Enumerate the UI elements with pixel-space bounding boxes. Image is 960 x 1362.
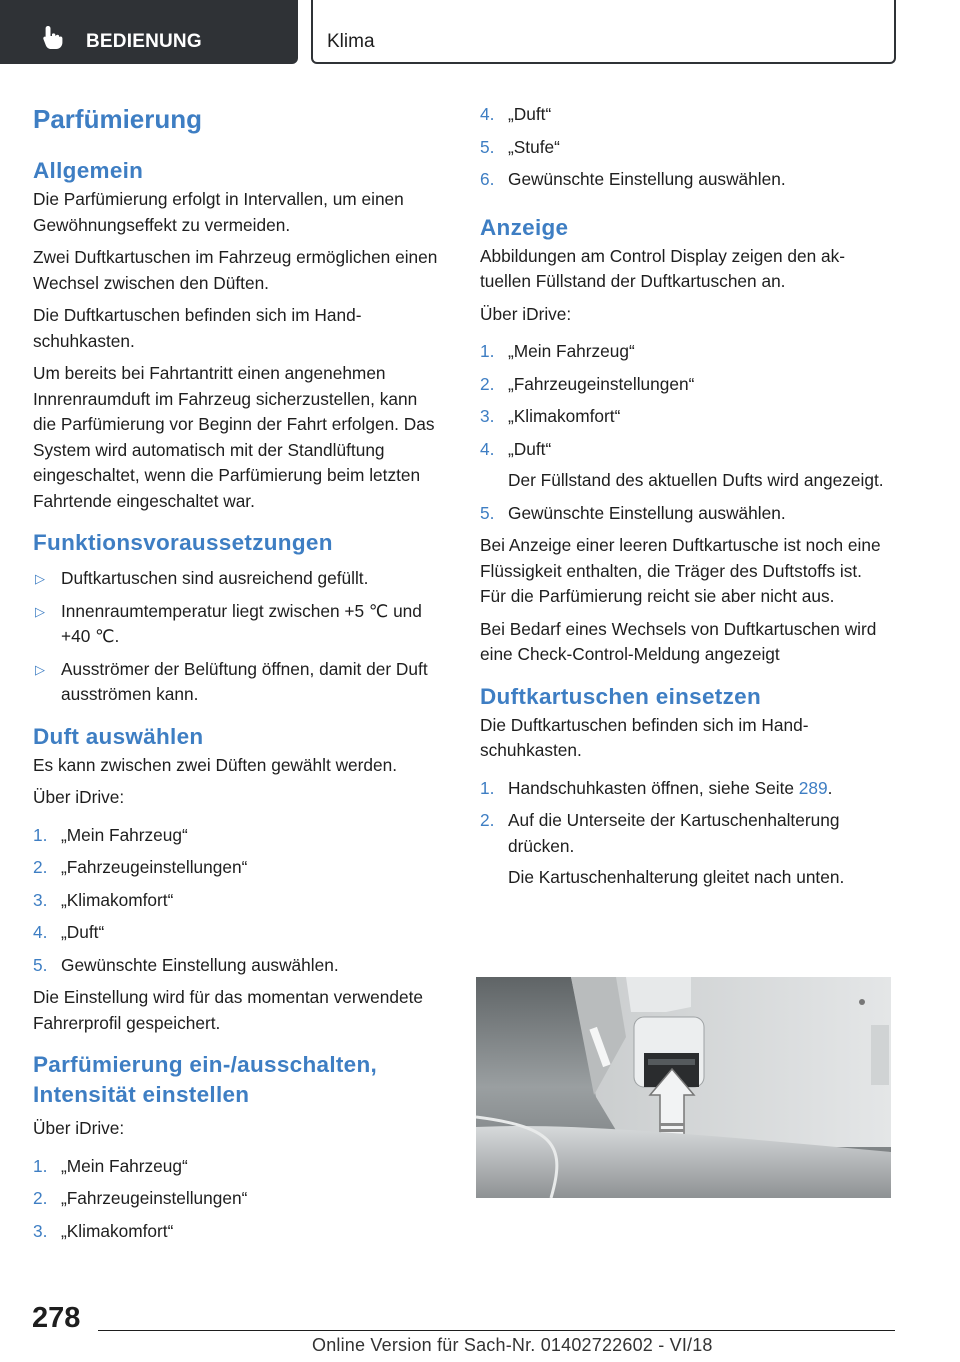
bullet-list [33, 566, 443, 708]
list-item: 1. „Mein Fahrzeug“ [33, 1155, 188, 1176]
list-item: 6. Gewünschte Einstellung auswählen. [480, 169, 786, 189]
list-item: 5. Gewünschte Einstellung auswählen. [480, 502, 786, 523]
page-title: Parfümierung [33, 104, 203, 134]
section-funktionsvoraussetzungen [33, 528, 443, 708]
list-item: 5. „Stufe“ [480, 136, 560, 157]
heading-einsetzen: Duftkartuschen einsetzen [480, 683, 762, 709]
section-duftkartuschen-einsetzen [480, 682, 890, 891]
list-item: 2. „Fahrzeugeinstellungen“ [33, 857, 248, 877]
left-column [33, 102, 443, 1258]
right-column [480, 102, 890, 905]
list-item: 1. „Mein Fahrzeug“ [33, 824, 188, 845]
section-duft-auswaehlen [33, 722, 443, 1037]
heading-ein-ausschalten: Parfümierung ein-/ausschalten, Intensität einstellen [33, 1052, 378, 1107]
triangle-bullet-icon: ▷ [35, 571, 45, 586]
online-version-text: Online Version für Sach-Nr. 01402722602 - VI/18 [312, 1335, 713, 1355]
footer-divider [98, 1330, 895, 1331]
list-item: ▷ Ausströmer der Belüftung öffnen, damit der Duft ausströmen kann. [35, 658, 428, 704]
list-item: 3. „Klimakomfort“ [480, 406, 621, 426]
section-anzeige [480, 213, 890, 668]
paragraph: Die Duftkartuschen befinden sich im Handschuhkasten. [480, 714, 809, 760]
list-item: 4. „Duft“ Der Füllstand des aktuellen Dufts wird angezeigt. [480, 438, 884, 490]
list-item: 2. Auf die Unterseite der Kartuschenhalterung drücken. Die Kartuschenhalterung gleitet nach unten. [480, 810, 845, 887]
glovebox-illustration [476, 977, 891, 1198]
triangle-bullet-icon: ▷ [35, 661, 45, 677]
hand-pointer-icon [40, 24, 68, 50]
glovebox-photo-image [476, 977, 891, 1198]
page-link[interactable]: 289 [798, 777, 828, 798]
paragraph: Über iDrive: [33, 1118, 125, 1138]
paragraph: Über iDrive: [33, 787, 125, 807]
list-item: 3. „Klimakomfort“ [33, 889, 174, 910]
list-item: 1. „Mein Fahrzeug“ [480, 341, 635, 361]
paragraph: Die Duftkartuschen befinden sich im Handschuhkasten. [33, 305, 362, 351]
chapter-tab [311, 0, 896, 64]
list-item: 1. Handschuhkasten öffnen, siehe Seite 289. [480, 777, 833, 798]
step-list [33, 1154, 443, 1245]
step-list [480, 776, 890, 891]
list-item: ▷ Innenraumtemperatur liegt zwischen +5 ℃ und +40 ℃. [35, 600, 422, 646]
triangle-bullet-icon: ▷ [35, 603, 45, 619]
chapter-label: Klima [327, 31, 375, 52]
list-item: 2. „Fahrzeugeinstellungen“ [33, 1188, 248, 1208]
paragraph: Die Einstellung wird für das momentan verwendete Fahrerprofil gespeichert. [33, 987, 423, 1033]
paragraph: Über iDrive: [480, 303, 572, 324]
step-list [480, 339, 890, 526]
paragraph: Bei Bedarf eines Wechsels von Duftkartuschen wird eine Check-Control-Meldung angezeigt [480, 618, 877, 664]
section-ein-ausschalten [33, 1050, 443, 1244]
heading-allgemein: Allgemein [33, 158, 144, 183]
step-list [33, 823, 443, 979]
list-item: 2. „Fahrzeugeinstellungen“ [480, 373, 695, 394]
section-allgemein [33, 156, 443, 514]
section-label: BEDIENUNG [86, 31, 202, 52]
list-item: 3. „Klimakomfort“ [33, 1220, 174, 1241]
paragraph: Um bereits bei Fahrtantritt einen angenehmen Innrenraumduft im Fahrzeug sicherzustellen, kann die Parfümierung vor Beginn der Fahrt erfolgen. Das System wird automatisch mit der Standlüftung eingeschaltet, wenn die Parfümierung beim letzten Fahrtende eingeschaltet war. [33, 363, 435, 511]
heading-duft-auswaehlen: Duft auswählen [33, 723, 204, 749]
paragraph: Die Parfümierung erfolgt in Intervallen, um einen Gewöhnungseffekt zu vermeiden. [33, 189, 404, 235]
heading-anzeige: Anzeige [480, 214, 569, 240]
paragraph: Abbildungen am Control Display zeigen den aktuellen Füllstand der Duftkartuschen an. [480, 245, 846, 291]
section-tab [0, 0, 298, 64]
list-item: 4. „Duft“ [33, 922, 105, 942]
list-item: 4. „Duft“ [480, 104, 552, 124]
paragraph: Zwei Duftkartuschen im Fahrzeug ermöglichen einen Wechsel zwischen den Düften. [33, 247, 438, 293]
page-number: 278 [32, 1302, 81, 1334]
paragraph: Bei Anzeige einer leeren Duftkartusche ist noch eine Flüssigkeit enthalten, die Träger des Duftstoffs ist. Für die Parfümierung reicht sie aber nicht aus. [480, 535, 881, 606]
step-list [480, 102, 890, 193]
list-item: 5. Gewünschte Einstellung auswählen. [33, 954, 339, 975]
heading-funktionsvoraussetzungen: Funktionsvoraussetzungen [33, 530, 333, 555]
list-item: ▷ Duftkartuschen sind ausreichend gefüllt. [33, 566, 443, 592]
paragraph: Es kann zwischen zwei Düften gewählt werden. [33, 754, 398, 775]
